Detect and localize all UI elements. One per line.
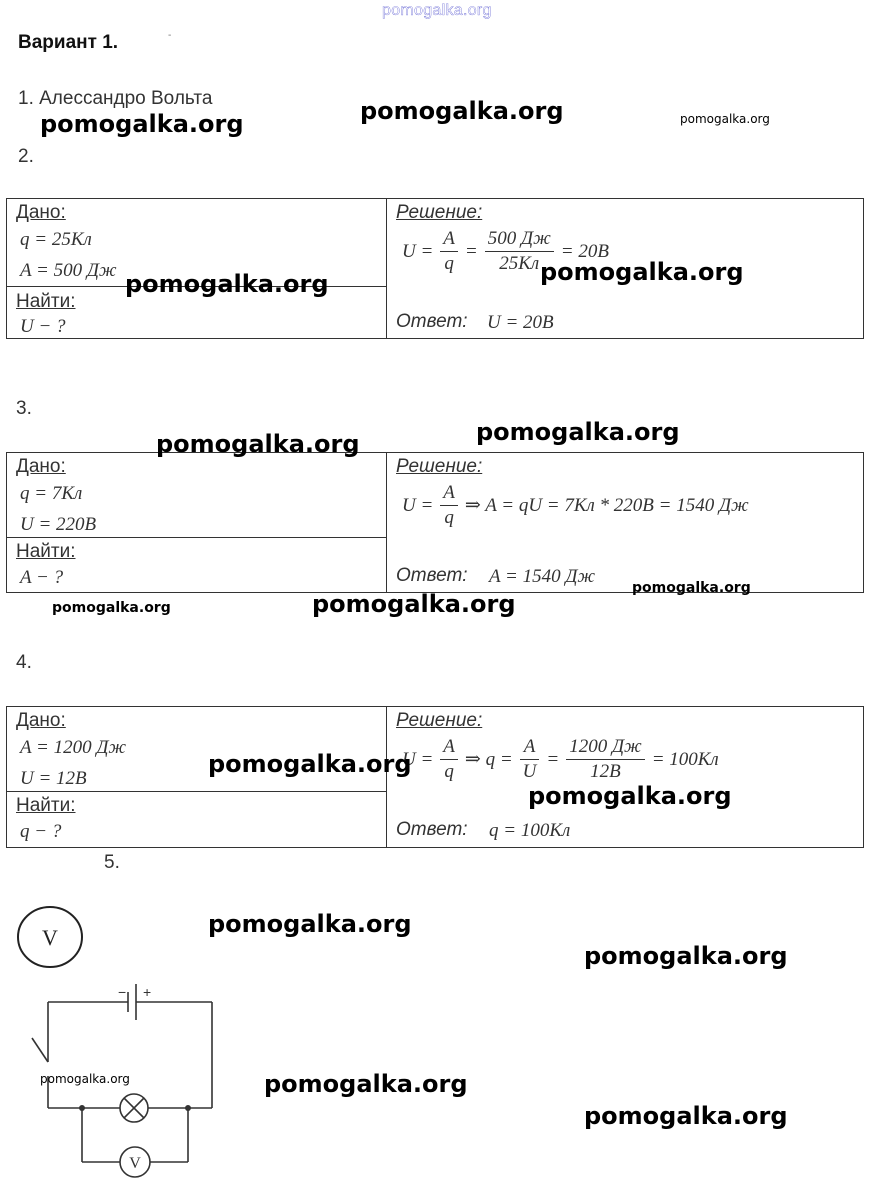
fraction-numerator: A xyxy=(440,481,458,506)
task2-find: U − ? xyxy=(20,316,66,337)
fraction-denominator: 25Кл xyxy=(499,253,540,274)
task3-left-column xyxy=(7,453,387,592)
fraction-denominator: q xyxy=(444,761,454,782)
task5-number: 5. xyxy=(104,852,120,873)
battery-minus-label: − xyxy=(118,984,127,1000)
watermark: pomogalka.org xyxy=(584,1102,788,1130)
watermark: pomogalka.org xyxy=(360,97,564,125)
switch-lever xyxy=(32,1038,48,1062)
watermark: pomogalka.org xyxy=(40,1072,130,1086)
fraction xyxy=(440,735,458,784)
fraction-denominator: q xyxy=(444,253,454,274)
watermark: pomogalka.org xyxy=(264,1070,468,1098)
watermark: pomogalka.org xyxy=(312,590,516,618)
battery-plus-label: + xyxy=(143,984,152,1000)
circuit-voltmeter-label: V xyxy=(129,1155,141,1172)
task2-given-label: Дано: xyxy=(16,202,66,223)
task3-number: 3. xyxy=(16,398,32,419)
formula-result: = 20B xyxy=(560,240,609,262)
watermark: pomogalka.org xyxy=(476,418,680,446)
task4-table xyxy=(6,706,864,848)
fraction xyxy=(566,735,645,784)
equals: = xyxy=(546,748,560,770)
task3-given-voltage: U = 220B xyxy=(20,514,97,535)
formula-lhs: U = xyxy=(402,240,434,262)
task3-find-label: Найти: xyxy=(16,541,76,562)
task2-left-column xyxy=(7,199,387,338)
fraction xyxy=(520,735,540,784)
watermark: pomogalka.org xyxy=(208,750,412,778)
fraction xyxy=(440,481,458,530)
watermark: pomogalka.org xyxy=(540,258,744,286)
formula-result: = 100Кл xyxy=(651,748,719,770)
task2-answer: U = 20B xyxy=(487,312,554,333)
page-title: Вариант 1. xyxy=(18,32,119,53)
watermark: pomogalka.org xyxy=(584,942,788,970)
junction-left xyxy=(79,1105,85,1111)
task2-given-work: A = 500 Дж xyxy=(20,260,117,281)
formula-lhs: U = xyxy=(402,494,434,516)
task3-given-charge: q = 7Кл xyxy=(20,483,83,504)
task4-find: q − ? xyxy=(20,821,62,842)
fraction xyxy=(440,227,458,276)
formula-rest: ⇒ A = qU = 7Кл * 220B = 1540 Дж xyxy=(464,495,749,516)
task3-find: A − ? xyxy=(20,567,64,588)
task2-solution-label: Решение: xyxy=(396,202,483,223)
task4-given-voltage: U = 12B xyxy=(20,768,87,789)
watermark: pomogalka.org xyxy=(156,430,360,458)
junction-right xyxy=(185,1105,191,1111)
fraction-numerator: 500 Дж xyxy=(485,227,554,252)
task3-answer-label: Ответ: xyxy=(396,565,468,586)
voltmeter-symbol-label: V xyxy=(42,925,58,950)
task4-divider xyxy=(7,791,386,792)
task3-solution-label: Решение: xyxy=(396,456,483,477)
task4-given-label: Дано: xyxy=(16,710,66,731)
watermark: pomogalka.org xyxy=(52,600,171,616)
task4-answer: q = 100Кл xyxy=(489,820,571,841)
tick-mark: - xyxy=(168,30,172,41)
watermark: pomogalka.org xyxy=(680,112,770,126)
task1-answer: 1. Алессандро Вольта xyxy=(18,88,213,109)
task4-number: 4. xyxy=(16,652,32,673)
task2-find-label: Найти: xyxy=(16,291,76,312)
task3-answer: A = 1540 Дж xyxy=(489,566,596,587)
fraction-numerator: A xyxy=(440,735,458,760)
task4-given-work: A = 1200 Дж xyxy=(20,737,127,758)
fraction-numerator: A xyxy=(520,735,540,760)
watermark: pomogalka.org xyxy=(40,110,244,138)
task4-solution-formula xyxy=(398,735,723,784)
top-watermark: pomogalka.org xyxy=(382,2,492,19)
fraction-denominator: 12B xyxy=(590,761,621,782)
fraction-numerator: A xyxy=(440,227,458,252)
formula-mid: ⇒ q = xyxy=(464,749,513,770)
task2-number: 2. xyxy=(18,146,34,167)
equals: = xyxy=(464,240,478,262)
fraction-denominator: q xyxy=(444,507,454,528)
task3-given-label: Дано: xyxy=(16,456,66,477)
task2-answer-label: Ответ: xyxy=(396,311,468,332)
watermark: pomogalka.org xyxy=(125,270,329,298)
task3-table xyxy=(6,452,864,593)
task2-given-charge: q = 25Кл xyxy=(20,229,92,250)
task3-solution-formula xyxy=(398,481,753,530)
watermark: pomogalka.org xyxy=(632,580,751,596)
watermark: pomogalka.org xyxy=(208,910,412,938)
task4-find-label: Найти: xyxy=(16,795,76,816)
watermark: pomogalka.org xyxy=(528,782,732,810)
formula-lhs: U = xyxy=(402,748,434,770)
fraction-numerator: 1200 Дж xyxy=(566,735,645,760)
task4-answer-label: Ответ: xyxy=(396,819,468,840)
task3-divider xyxy=(7,537,386,538)
task4-solution-label: Решение: xyxy=(396,710,483,731)
fraction-denominator: U xyxy=(522,761,537,782)
voltmeter-symbol-icon xyxy=(16,904,86,970)
